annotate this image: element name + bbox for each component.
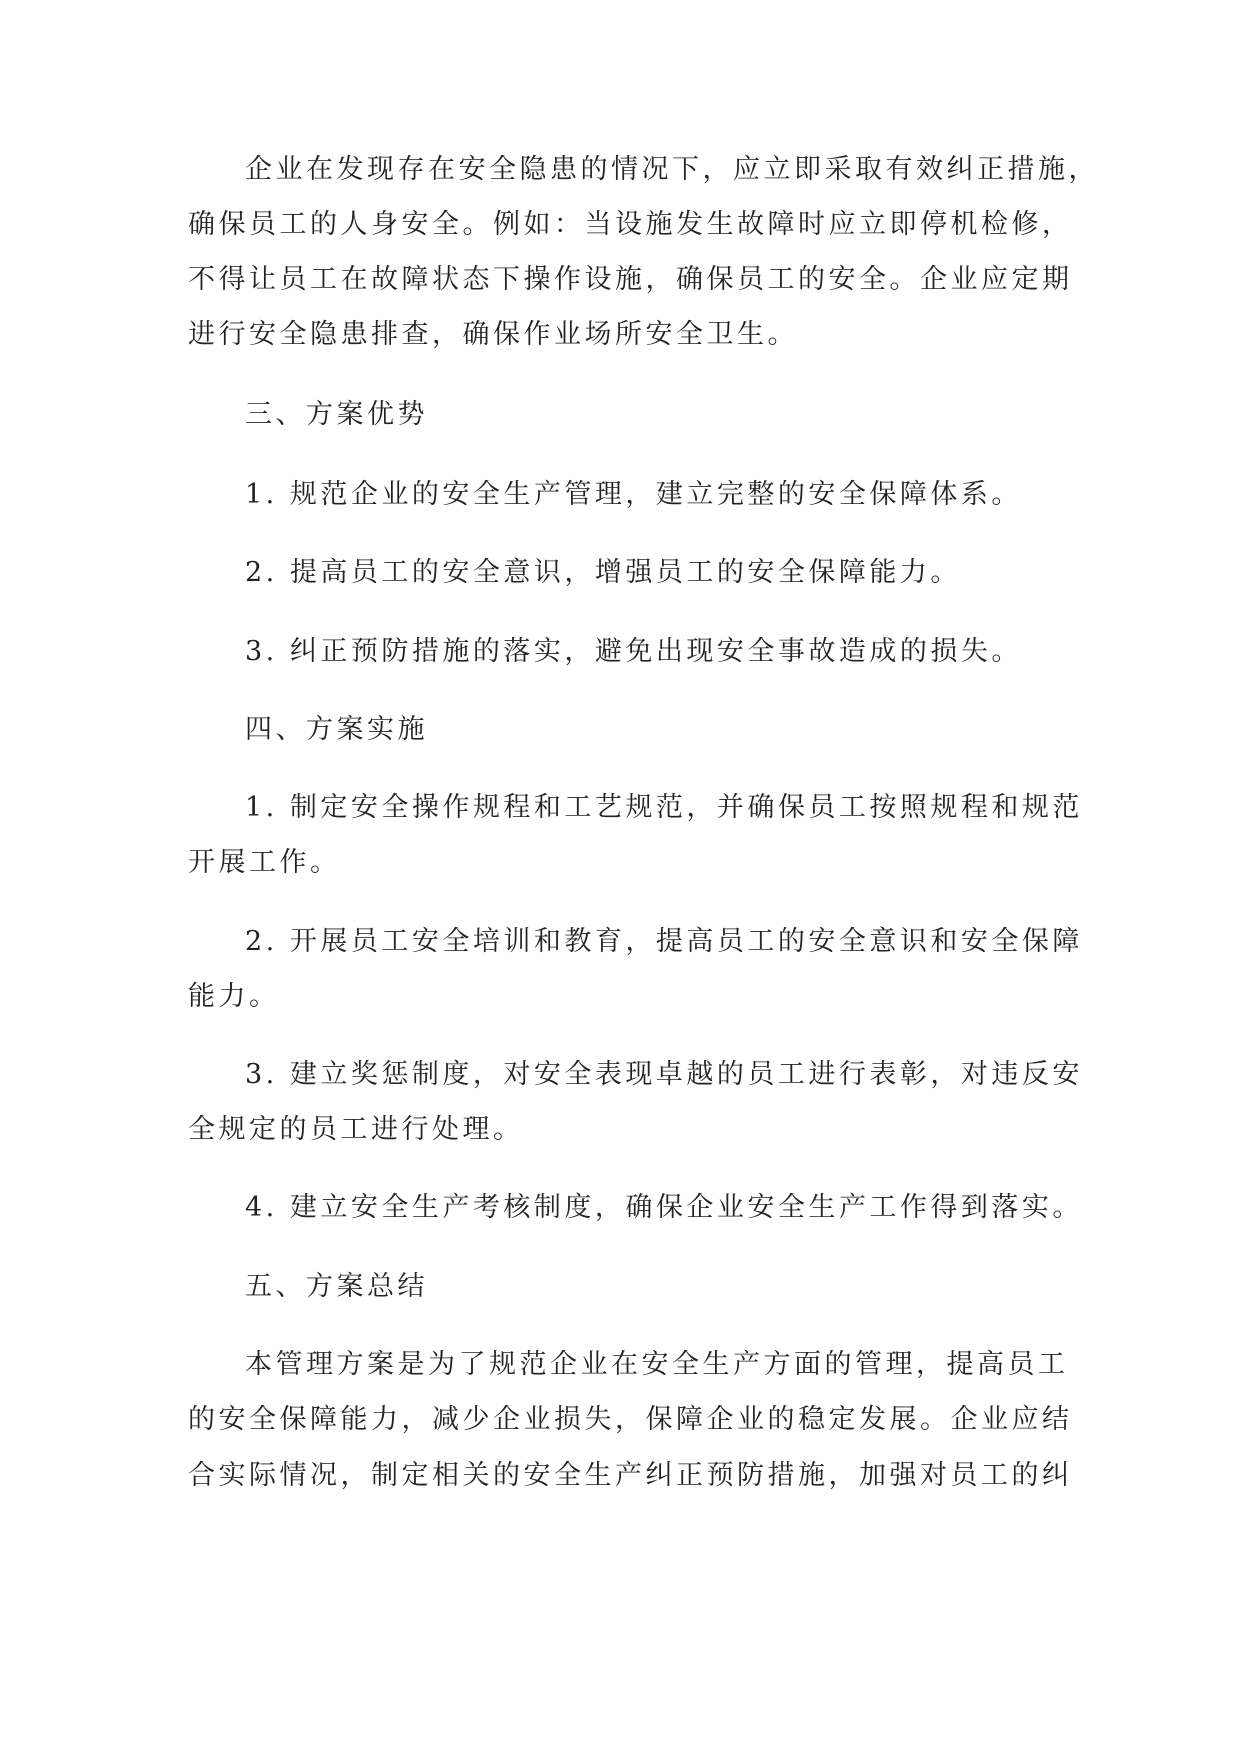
list-item: 1. 制定安全操作规程和工艺规范，并确保员工按照规程和规范 — [245, 792, 1083, 823]
list-item: 4. 建立安全生产考核制度，确保企业安全生产工作得到落实。 — [245, 1192, 1083, 1223]
paragraph-line: 确保员工的人身安全。例如：当设施发生故障时应立即停机检修， — [188, 209, 1073, 240]
paragraph-line: 的安全保障能力，减少企业损失，保障企业的稳定发展。企业应结 — [188, 1404, 1073, 1435]
paragraph-line: 进行安全隐患排查，确保作业场所安全卫生。 — [188, 319, 798, 350]
section-heading: 四、方案实施 — [245, 714, 428, 745]
paragraph-line: 合实际情况，制定相关的安全生产纠正预防措施，加强对员工的纠 — [188, 1460, 1073, 1491]
list-item: 1. 规范企业的安全生产管理，建立完整的安全保障体系。 — [245, 479, 1022, 510]
list-item-continuation: 开展工作。 — [188, 847, 341, 878]
paragraph-line: 本管理方案是为了规范企业在安全生产方面的管理，提高员工 — [245, 1349, 1069, 1380]
list-item: 2. 提高员工的安全意识，增强员工的安全保障能力。 — [245, 557, 961, 588]
list-item-continuation: 能力。 — [188, 981, 280, 1012]
list-item: 3. 纠正预防措施的落实，避免出现安全事故造成的损失。 — [245, 636, 1022, 667]
list-item-continuation: 全规定的员工进行处理。 — [188, 1114, 524, 1145]
section-heading: 三、方案优势 — [245, 399, 428, 430]
list-item: 3. 建立奖惩制度，对安全表现卓越的员工进行表彰，对违反安 — [245, 1059, 1083, 1090]
paragraph-line: 企业在发现存在安全隐患的情况下，应立即采取有效纠正措施， — [245, 154, 1099, 185]
list-item: 2. 开展员工安全培训和教育，提高员工的安全意识和安全保障 — [245, 926, 1083, 957]
section-heading: 五、方案总结 — [245, 1271, 428, 1302]
paragraph-line: 不得让员工在故障状态下操作设施，确保员工的安全。企业应定期 — [188, 264, 1073, 295]
